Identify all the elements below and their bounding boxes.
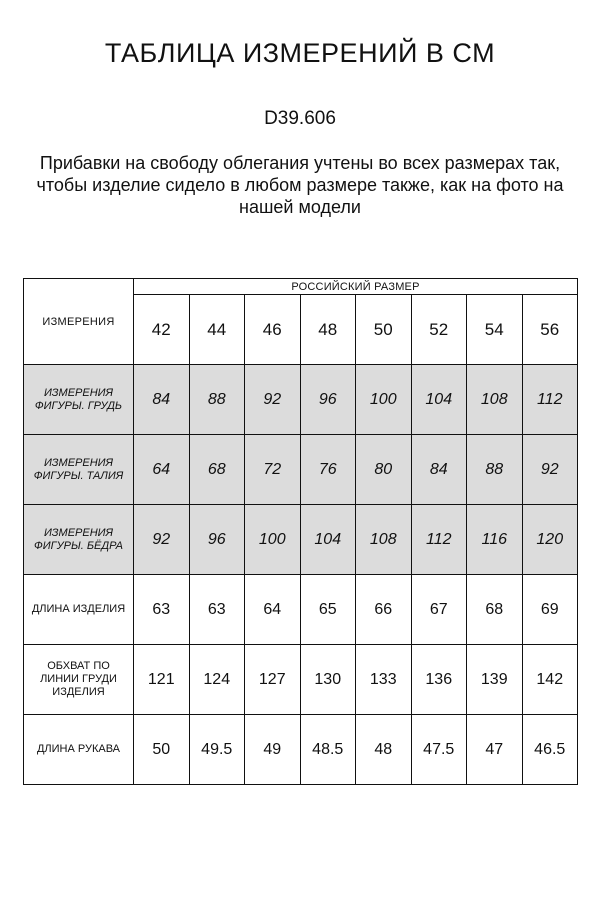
table-cell: 84 (134, 365, 190, 435)
table-cell: 104 (411, 365, 467, 435)
table-cell: 88 (467, 435, 523, 505)
table-cell: 124 (189, 645, 245, 715)
fit-note: Прибавки на свободу облегания учтены во всех размерах так, чтобы изделие сидело в любом размере также, как на фото на нашей модели (36, 153, 564, 217)
table-cell: 80 (356, 435, 412, 505)
table-cell: 116 (467, 505, 523, 575)
table-cell: 112 (411, 505, 467, 575)
table-cell: 49.5 (189, 715, 245, 785)
table-cell: 88 (189, 365, 245, 435)
page-title: ТАБЛИЦА ИЗМЕРЕНИЙ В СМ (104, 38, 496, 68)
table-cell: 65 (300, 575, 356, 645)
table-cell: 92 (245, 365, 301, 435)
table-cell: 48 (356, 715, 412, 785)
size-header: 42 (134, 295, 190, 365)
table-cell: 139 (467, 645, 523, 715)
table-cell: 133 (356, 645, 412, 715)
table-header-row-group (24, 279, 578, 295)
table-cell: 130 (300, 645, 356, 715)
table-cell: 108 (356, 505, 412, 575)
table-cell: 72 (245, 435, 301, 505)
table-cell: 108 (467, 365, 523, 435)
table-cell: 92 (522, 435, 578, 505)
table-cell: 136 (411, 645, 467, 715)
table-row-garment-length (24, 575, 578, 645)
size-header: 50 (356, 295, 412, 365)
table-cell: 100 (356, 365, 412, 435)
table-cell: 69 (522, 575, 578, 645)
row-label: ДЛИНА РУКАВА (24, 715, 134, 785)
table-row-waist (24, 435, 578, 505)
table-cell: 104 (300, 505, 356, 575)
table-cell: 47 (467, 715, 523, 785)
table-row-garment-chest (24, 645, 578, 715)
group-header: РОССИЙСКИЙ РАЗМЕР (134, 279, 578, 295)
size-header: 48 (300, 295, 356, 365)
table-row-sleeve-length (24, 715, 578, 785)
size-header: 46 (245, 295, 301, 365)
table-cell: 64 (134, 435, 190, 505)
table-cell: 48.5 (300, 715, 356, 785)
table-cell: 63 (134, 575, 190, 645)
table-cell: 96 (300, 365, 356, 435)
table-cell: 112 (522, 365, 578, 435)
table-cell: 64 (245, 575, 301, 645)
table-cell: 46.5 (522, 715, 578, 785)
row-label: ИЗМЕРЕНИЯ ФИГУРЫ. ТАЛИЯ (24, 435, 134, 505)
table-row-chest (24, 365, 578, 435)
row-label: ИЗМЕРЕНИЯ ФИГУРЫ. ГРУДЬ (24, 365, 134, 435)
table-cell: 120 (522, 505, 578, 575)
table-cell: 67 (411, 575, 467, 645)
row-label: ИЗМЕРЕНИЯ ФИГУРЫ. БЁДРА (24, 505, 134, 575)
table-cell: 50 (134, 715, 190, 785)
table-cell: 76 (300, 435, 356, 505)
table-cell: 68 (189, 435, 245, 505)
row-label: ОБХВАТ ПО ЛИНИИ ГРУДИ ИЗДЕЛИЯ (24, 645, 134, 715)
table-cell: 96 (189, 505, 245, 575)
article-number: D39.606 (264, 108, 336, 129)
size-header: 52 (411, 295, 467, 365)
table-cell: 47.5 (411, 715, 467, 785)
size-header: 56 (522, 295, 578, 365)
table-row-hips (24, 505, 578, 575)
table-cell: 127 (245, 645, 301, 715)
table-cell: 121 (134, 645, 190, 715)
table-cell: 84 (411, 435, 467, 505)
row-label: ДЛИНА ИЗДЕЛИЯ (24, 575, 134, 645)
table-cell: 68 (467, 575, 523, 645)
table-cell: 49 (245, 715, 301, 785)
corner-label: ИЗМЕРЕНИЯ (24, 279, 134, 365)
size-header: 44 (189, 295, 245, 365)
table-cell: 63 (189, 575, 245, 645)
table-cell: 92 (134, 505, 190, 575)
table-cell: 100 (245, 505, 301, 575)
table-cell: 142 (522, 645, 578, 715)
table-cell: 66 (356, 575, 412, 645)
size-table (23, 278, 578, 785)
size-header: 54 (467, 295, 523, 365)
